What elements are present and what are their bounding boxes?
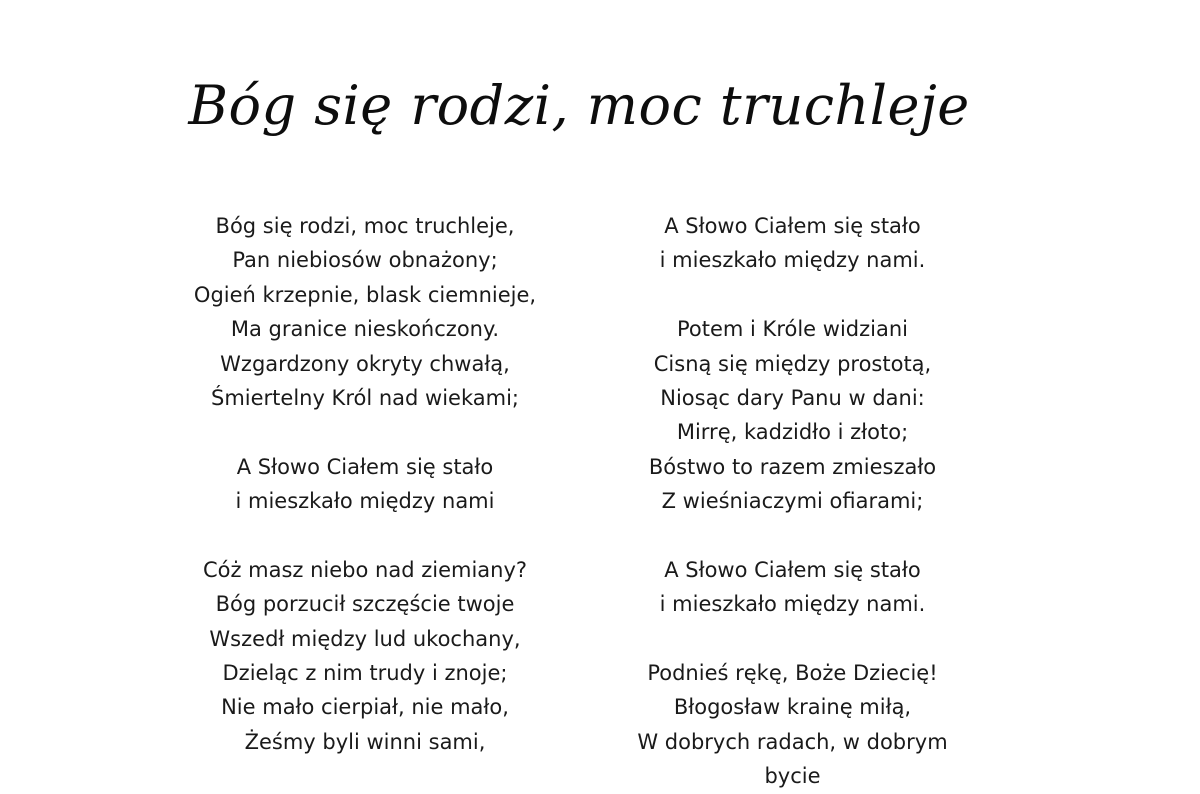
verse-line: Dzieląc z nim trudy i znoje; [222, 661, 508, 686]
refrain-line: i mieszkało między nami. [659, 592, 926, 617]
refrain-line: i mieszkało między nami [235, 489, 495, 514]
refrain-line: A Słowo Ciałem się stało [664, 214, 921, 238]
verse-line: Pan niebiosów obnażony; [232, 248, 498, 273]
stanza-gap [120, 415, 610, 449]
verse-line: Podnieś rękę, Boże Dziecię! [647, 661, 938, 686]
verse-line: Bóg porzucił szczęście twoje [215, 592, 515, 617]
verse-line: Z wieśniaczymi ofiarami; [661, 489, 924, 514]
refrain-line: A Słowo Ciałem się stało [664, 557, 921, 582]
page-title: Bóg się rodzi, moc truchleje [188, 74, 970, 137]
left-column [120, 209, 610, 759]
refrain-line: i mieszkało między nami. [659, 248, 926, 273]
verse-line: Potem i Króle widziani [677, 317, 908, 342]
verse-line: Wzgardzony okryty chwałą, [220, 351, 510, 376]
verse-line: Nie mało cierpiał, nie mało, [221, 695, 509, 720]
verse-line: Bóg się rodzi, moc truchleje, [215, 214, 515, 238]
verse-line: Cóż masz niebo nad ziemiany? [202, 557, 528, 582]
stanza-gap [545, 519, 1040, 553]
stanza-gap [545, 622, 1040, 656]
verse-line: Śmiertelny Król nad wiekami; [210, 385, 520, 410]
verse-line: Żeśmy byli winni sami, [244, 729, 486, 754]
refrain-line: A Słowo Ciałem się stało [236, 454, 494, 479]
right-column [545, 209, 1040, 794]
verse-line: Mirrę, kadzidło i złoto; [676, 420, 909, 445]
stanza-gap [120, 519, 610, 553]
verse-line: W dobrych radach, w dobrym [637, 729, 948, 754]
verse-line: Bóstwo to razem zmieszało [648, 454, 937, 479]
verse-line: Ma granice nieskończony. [230, 317, 500, 342]
verse-line: bycie [764, 764, 821, 789]
verse-line: Błogosław krainę miłą, [673, 695, 912, 720]
stanza-gap [545, 278, 1040, 312]
verse-line: Ogień krzepnie, blask ciemnieje, [193, 282, 537, 307]
verse-line: Niosąc dary Panu w dani: [660, 385, 925, 410]
verse-line: Wszedł między lud ukochany, [209, 626, 521, 651]
verse-line: Cisną się między prostotą, [653, 351, 932, 376]
